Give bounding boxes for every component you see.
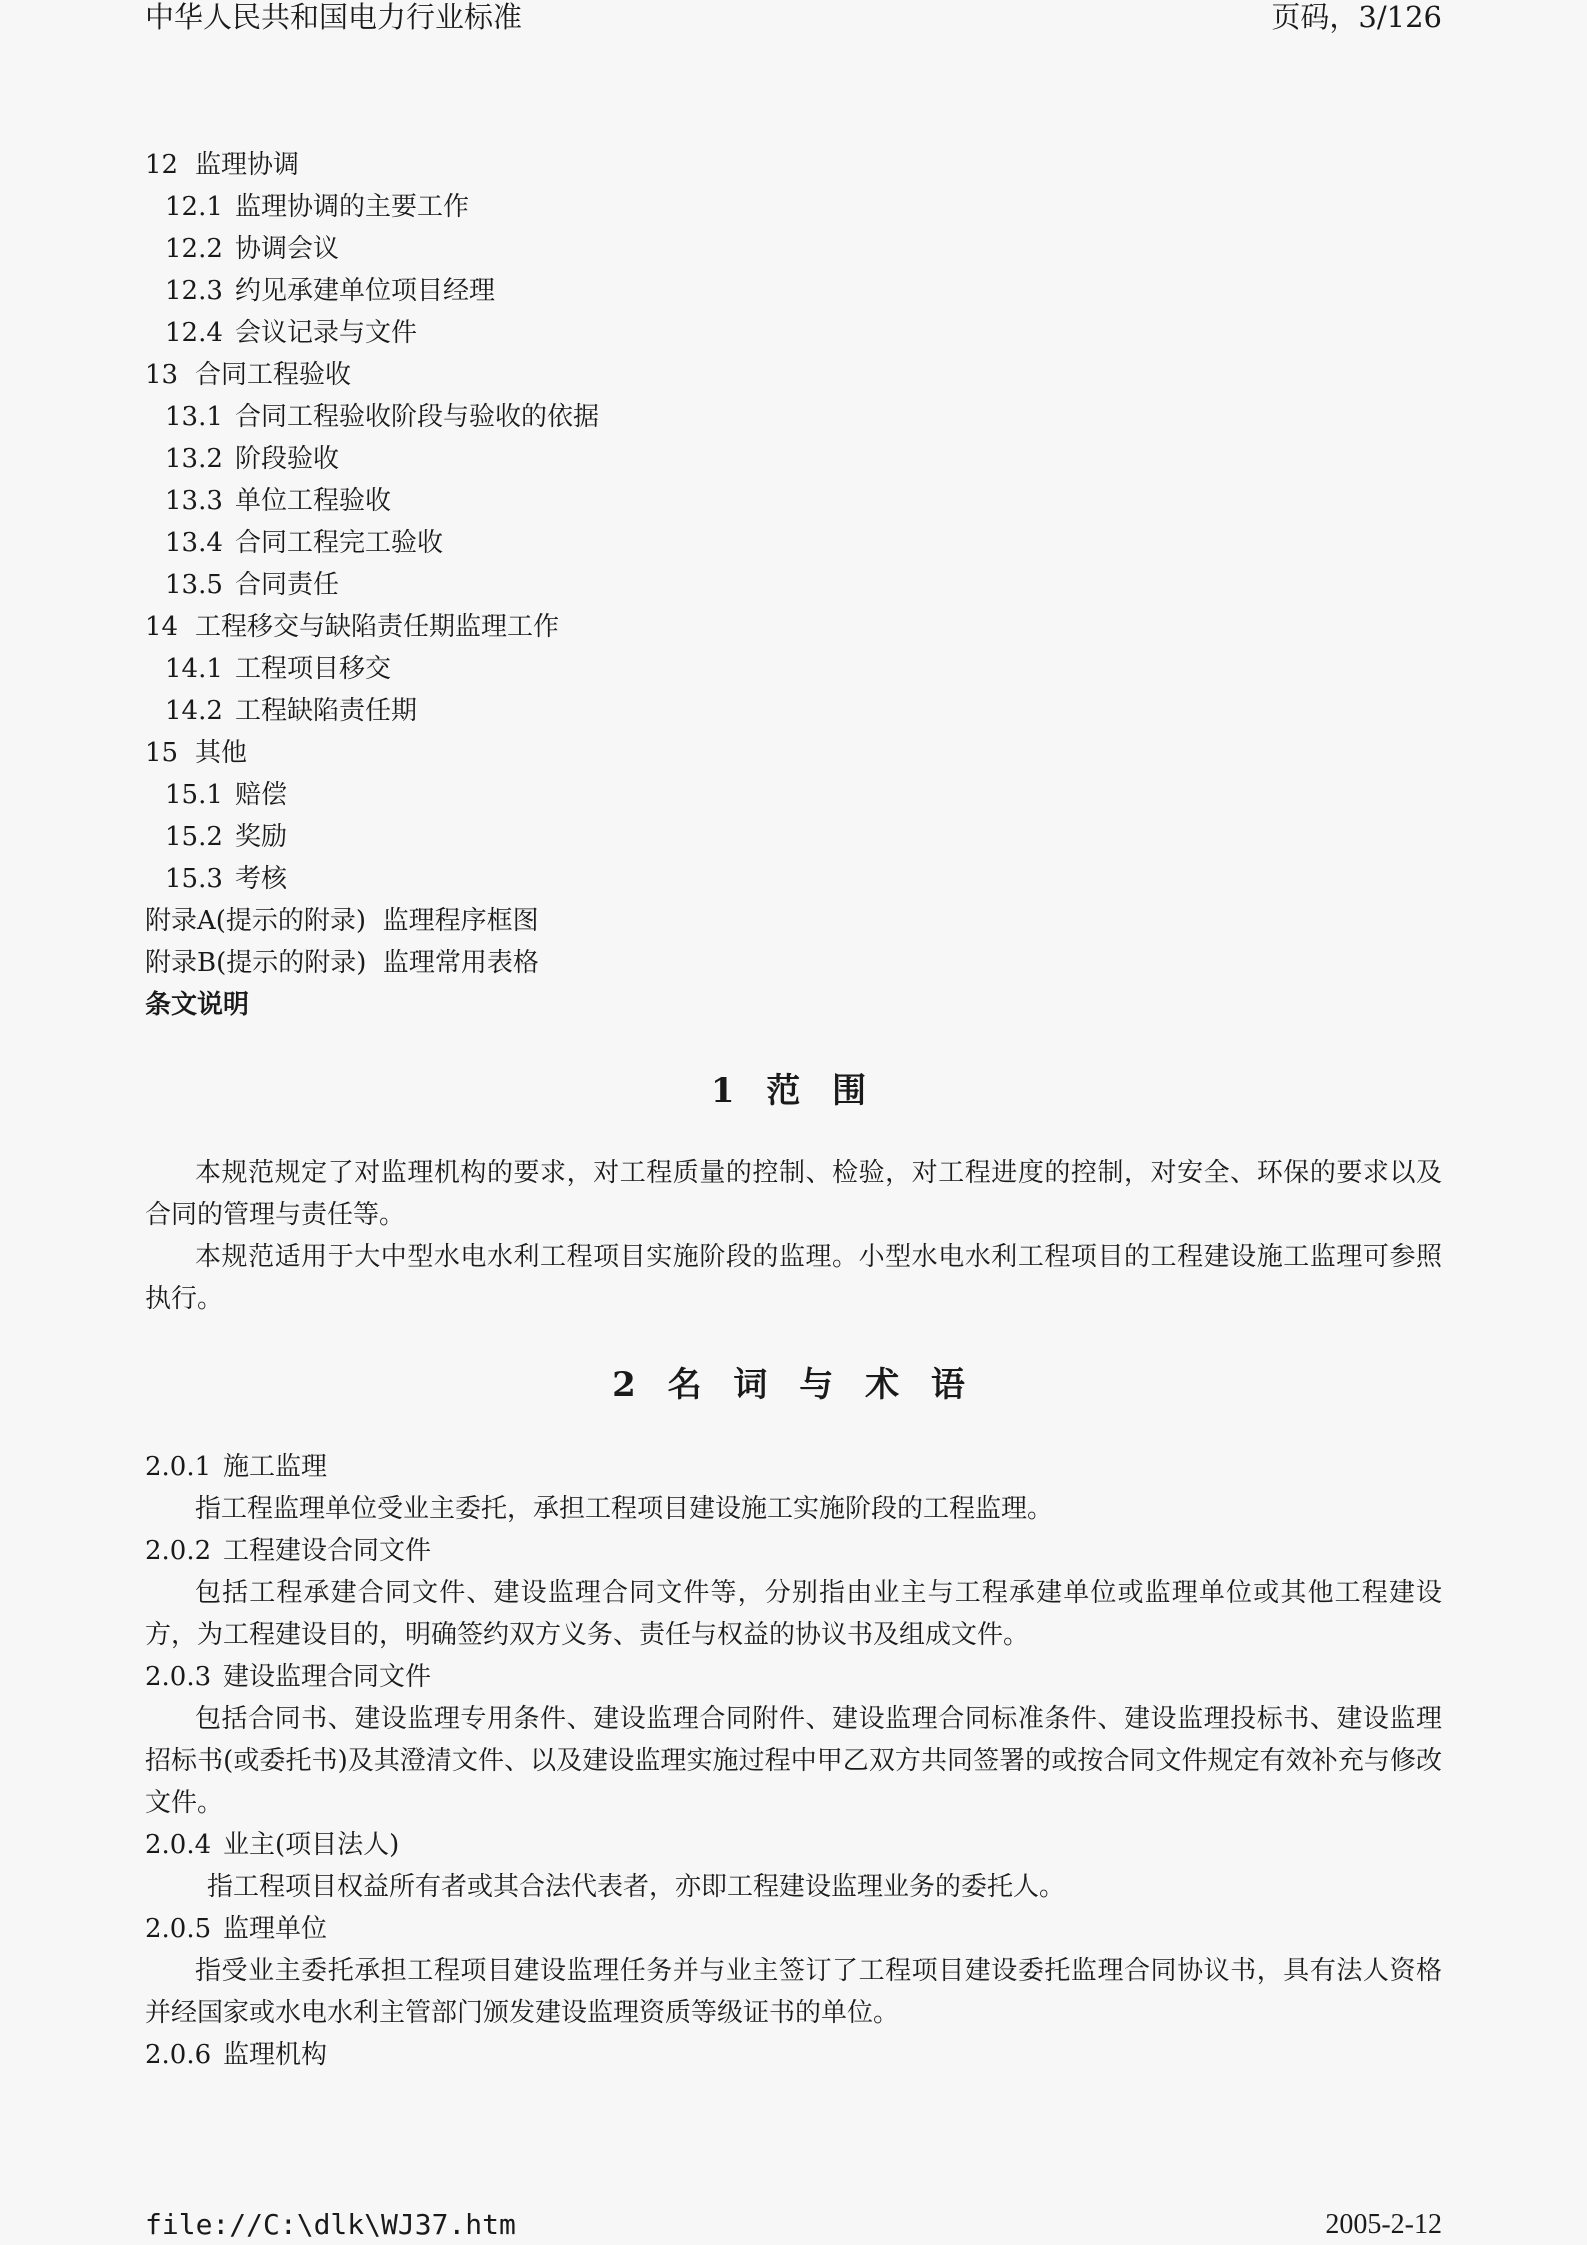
toc-item-label: 阶段验收: [235, 444, 340, 474]
table-of-contents: [145, 144, 1445, 1026]
toc-item: [145, 732, 1445, 774]
file-path: file://C:\dlk\WJ37.htm: [145, 2208, 516, 2241]
toc-item-label: 其他: [195, 738, 248, 768]
toc-item-number: 12: [145, 150, 179, 180]
term-heading: [145, 2034, 1442, 2076]
toc-item: [145, 144, 1445, 186]
toc-item-number: 12.2: [165, 234, 223, 264]
toc-item: [145, 480, 1445, 522]
toc-item-label: 会议记录与文件: [235, 318, 418, 348]
toc-item-label: 考核: [235, 864, 288, 894]
term-heading: [145, 1656, 1442, 1698]
term-number: 2.0.2: [145, 1536, 212, 1566]
term-name: 业主(项目法人): [223, 1830, 400, 1860]
page-number: 页码，3/126: [1271, 0, 1442, 34]
term-heading: [145, 1530, 1442, 1572]
toc-item: [145, 564, 1445, 606]
toc-item-label: 约见承建单位项目经理: [235, 276, 496, 306]
toc-item-number: 15.1: [165, 780, 223, 810]
toc-item-number: 14.2: [165, 696, 223, 726]
term-heading: [145, 1446, 1442, 1488]
toc-item: [145, 690, 1445, 732]
toc-item: [145, 270, 1445, 312]
toc-item-label: 合同工程验收: [195, 360, 352, 390]
term-number: 2.0.5: [145, 1914, 212, 1944]
toc-item: [145, 858, 1445, 900]
toc-item-label: 赔偿: [235, 780, 288, 810]
term-number: 2.0.3: [145, 1662, 212, 1692]
toc-item-label: 奖励: [235, 822, 288, 852]
toc-item: [145, 228, 1445, 270]
term-definition: 指工程项目权益所有者或其合法代表者，亦即工程建设监理业务的委托人。: [207, 1872, 1066, 1902]
section-1-title: 1 范 围: [710, 1071, 877, 1111]
section-1-paragraph: 本规范规定了对监理机构的要求，对工程质量的控制、检验，对工程进度的控制，对安全、环保的要求以及合同的管理与责任等。: [145, 1158, 1442, 1230]
section-1-paragraph: 本规范适用于大中型水电水利工程项目实施阶段的监理。小型水电水利工程项目的工程建设施工监理可参照执行。: [145, 1242, 1442, 1314]
toc-item-label: 合同工程完工验收: [235, 528, 444, 558]
toc-item-number: 15: [145, 738, 179, 768]
term-name: 工程建设合同文件: [223, 1536, 432, 1566]
toc-item-number: 14.1: [165, 654, 223, 684]
document-standard-title: 中华人民共和国电力行业标准: [145, 0, 523, 34]
toc-item-number: 13.2: [165, 444, 223, 474]
term-definition: 包括合同书、建设监理专用条件、建设监理合同附件、建设监理合同标准条件、建设监理投标书、建设监理招标书(或委托书)及其澄清文件、以及建设监理实施过程中甲乙双方共同签署的或按合同文件规定有效补充与修改文件。: [145, 1704, 1442, 1818]
toc-item-label: 协调会议: [235, 234, 340, 264]
toc-item: [145, 942, 1445, 984]
terms-list: [145, 1446, 1442, 2076]
toc-item-label: 合同责任: [235, 570, 340, 600]
toc-item: [145, 774, 1445, 816]
toc-item-number: 12.1: [165, 192, 223, 222]
term-name: 建设监理合同文件: [223, 1662, 432, 1692]
section-2-title: 2 名 词 与 术 语: [612, 1365, 975, 1405]
toc-item-label: 工程项目移交: [235, 654, 392, 684]
toc-item-number: 13.3: [165, 486, 223, 516]
toc-item: [145, 522, 1445, 564]
toc-item-number: 13.5: [165, 570, 223, 600]
toc-item-number: 15.2: [165, 822, 223, 852]
print-date: 2005-2-12: [1325, 2209, 1442, 2240]
term-name: 施工监理: [223, 1452, 328, 1482]
toc-item-number: 13.1: [165, 402, 223, 432]
toc-item: [145, 606, 1445, 648]
page-footer: [145, 2208, 1442, 2242]
toc-item-number: 12.4: [165, 318, 223, 348]
toc-item: [145, 312, 1445, 354]
term-number: 2.0.1: [145, 1452, 212, 1482]
term-number: 2.0.6: [145, 2040, 212, 2070]
term-definition: 包括工程承建合同文件、建设监理合同文件等，分别指由业主与工程承建单位或监理单位或其他工程建设方，为工程建设目的，明确签约双方义务、责任与权益的协议书及组成文件。: [145, 1578, 1442, 1650]
term-heading: [145, 1824, 1442, 1866]
toc-item-label: 监理协调: [195, 150, 300, 180]
toc-item-label: 单位工程验收: [235, 486, 392, 516]
toc-item-label: 条文说明: [145, 990, 250, 1020]
toc-item-label: 工程移交与缺陷责任期监理工作: [195, 612, 560, 642]
toc-item: [145, 396, 1445, 438]
page-header: [145, 0, 1442, 36]
toc-item-number: 14: [145, 612, 179, 642]
toc-item: [145, 186, 1445, 228]
term-definition: 指工程监理单位受业主委托，承担工程项目建设施工实施阶段的工程监理。: [195, 1494, 1054, 1524]
toc-item: [145, 648, 1445, 690]
toc-item-number: 13: [145, 360, 179, 390]
term-number: 2.0.4: [145, 1830, 212, 1860]
toc-item-number: 12.3: [165, 276, 223, 306]
toc-item: [145, 900, 1445, 942]
term-heading: [145, 1908, 1442, 1950]
toc-item: [145, 354, 1445, 396]
toc-item-label: 监理协调的主要工作: [235, 192, 470, 222]
toc-item-number: 15.3: [165, 864, 223, 894]
term-definition: 指受业主委托承担工程项目建设监理任务并与业主签订了工程项目建设委托监理合同协议书，具有法人资格并经国家或水电水利主管部门颁发建设监理资质等级证书的单位。: [145, 1956, 1442, 2028]
toc-item-label: 附录B(提示的附录) 监理常用表格: [145, 948, 539, 978]
toc-item: [145, 438, 1445, 480]
toc-item-number: 13.4: [165, 528, 223, 558]
term-name: 监理单位: [223, 1914, 328, 1944]
toc-item-label: 附录A(提示的附录) 监理程序框图: [145, 906, 539, 936]
toc-item: [145, 984, 1445, 1026]
toc-item: [145, 816, 1445, 858]
term-name: 监理机构: [223, 2040, 328, 2070]
toc-item-label: 工程缺陷责任期: [235, 696, 418, 726]
toc-item-label: 合同工程验收阶段与验收的依据: [235, 402, 600, 432]
